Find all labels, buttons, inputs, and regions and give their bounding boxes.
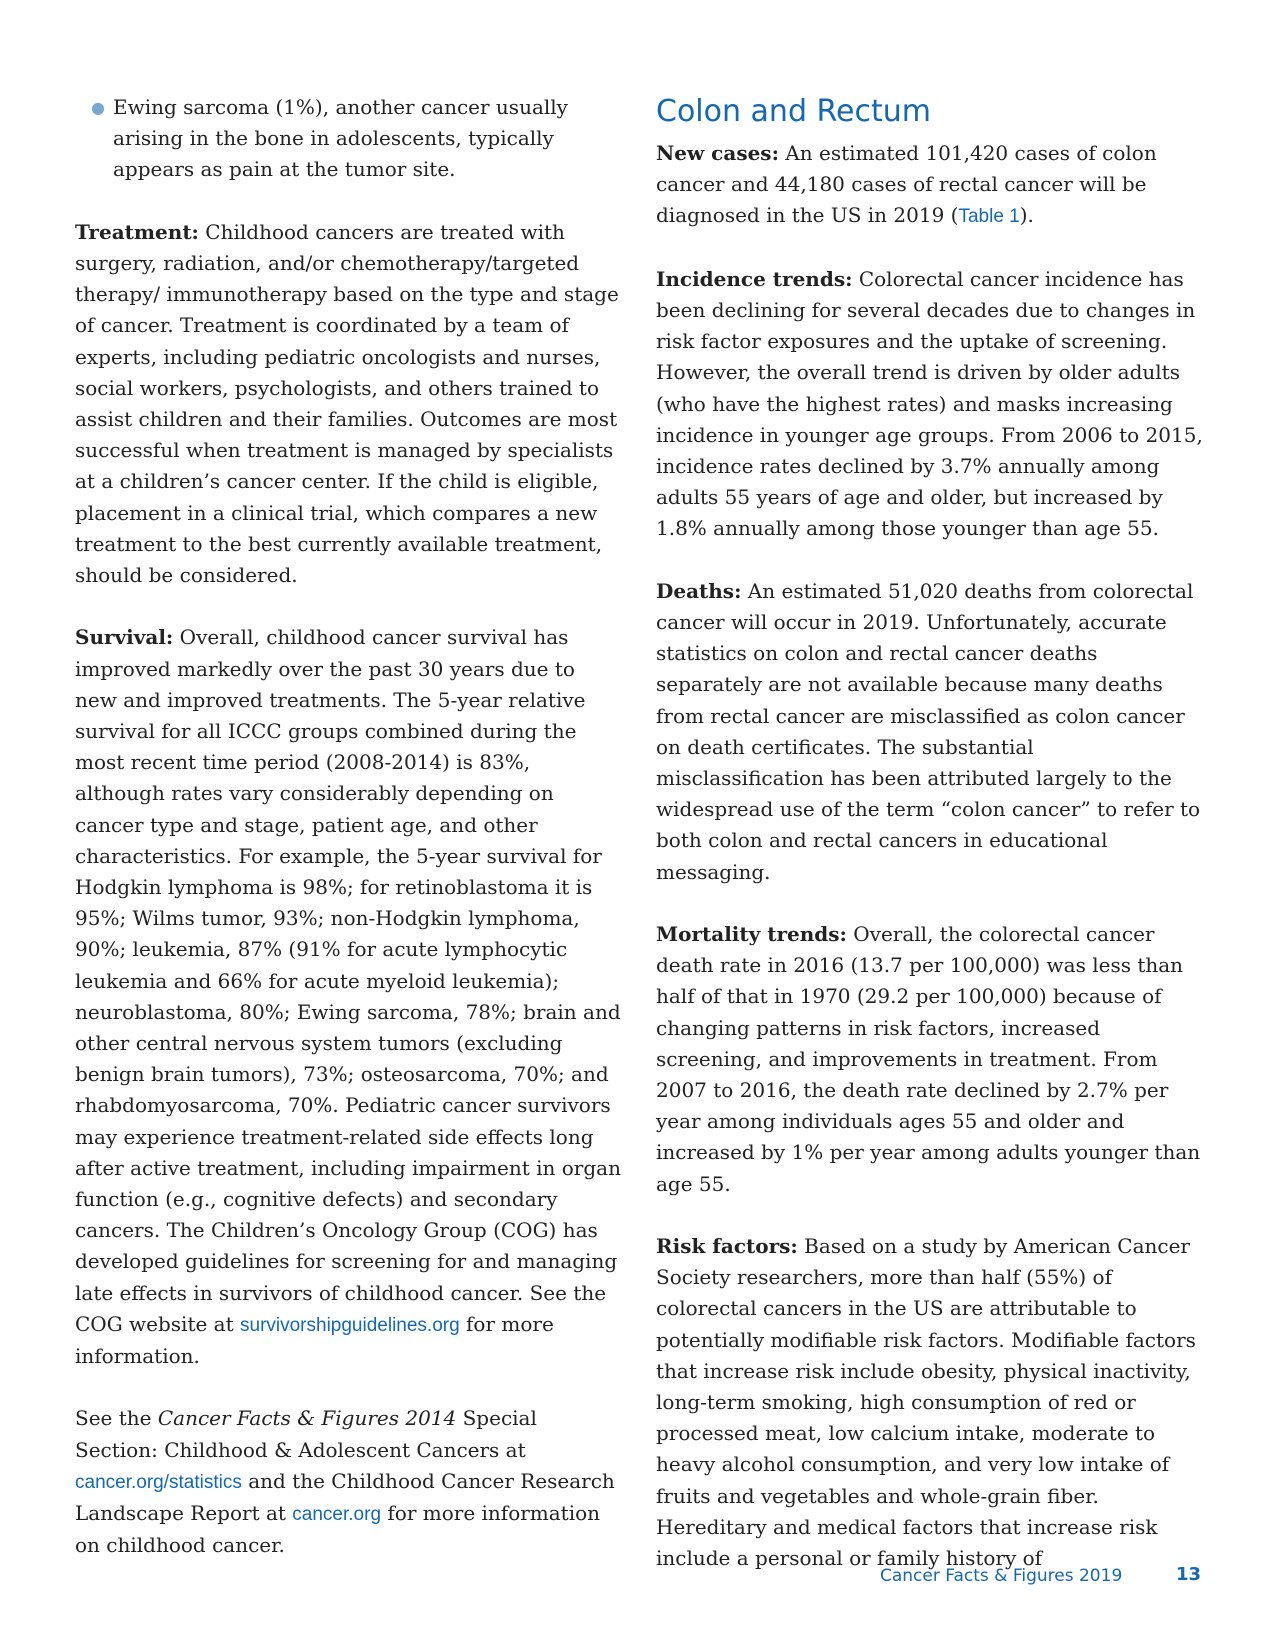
mortality-text: Overall, the colorectal cancer death rate in 2016 (13.7 per 100,000) was less than half of that in 1970 (29.2 per 100,000) because of changing patterns in risk factors, increased screening, and improvements in treatment. From 2007 to 2016, the death rate declined by 2.7% per year among individuals ages 55 and older and increased by 1% per year among adults younger than age 55. (656, 922, 1201, 1196)
page-number: 13 (1176, 1564, 1202, 1585)
incidence-trends-paragraph (656, 264, 1204, 545)
mortality-lead: Mortality trends: (656, 922, 847, 947)
right-column (656, 92, 1204, 1605)
bullet-item-ewing (75, 92, 623, 186)
incidence-text: Colorectal cancer incidence has been declining for several decades due to changes in risk factor exposures and the uptake of screening. However, the overall trend is driven by older adults (who have the highest rates) and masks increasing incidence in younger age groups. From 2006 to 2015, incidence rates declined by 3.7% annually among adults 55 years of age and older, but increased by 1.8% annually among those younger than age 55. (656, 266, 1203, 541)
deaths-paragraph (656, 576, 1204, 888)
new-cases-paragraph (656, 138, 1204, 233)
see-also-tail: for more information on childhood cancer. (75, 1501, 601, 1558)
survival-text: Overall, childhood cancer survival has improved markedly over the past 30 years due to new and improved treatments. The 5-year relative survival for all ICCC groups combined during the most recent time period (2008-2014) is 83%, although rates vary considerably depending on cancer type and stage, patient age, and other characteristics. For example, the 5-year survival for Hodgkin lymphoma is 98%; for retinoblastoma it is 95%; Wilms tumor, 93%; non-Hodgkin lymphoma, 90%; leukemia, 87% (91% for acute lymphocytic leukemia and 66% for acute myeloid leukemia); neuroblastoma, 80%; Ewing sarcoma, 78%; brain and other central nervous system tumors (excluding benign brain tumors), 73%; osteosarcoma, 70%; and rhabdomyosarcoma, 70%. Pediatric cancer survivors may experience treatment-related side effects long after active treatment, including impairment in organ function (e.g., cognitive defects) and secondary cancers. The Children’s Oncology Group (COG) has developed guidelines for screening for and managing late effects in survivors of childhood cancer. See the COG website at (75, 625, 621, 1336)
footer-publication-title: Cancer Facts & Figures 2019 (880, 1566, 1123, 1586)
left-column (75, 92, 623, 1593)
cancer-statistics-link[interactable]: cancer.org/statistics (75, 1471, 242, 1493)
new-cases-tail: ). (1019, 203, 1034, 228)
see-also-pre: See the (75, 1406, 158, 1431)
survivorship-guidelines-link[interactable]: survivorshipguidelines.org (240, 1314, 460, 1336)
mortality-trends-paragraph (656, 919, 1204, 1200)
bullet-text: Ewing sarcoma (1%), another cancer usually arising in the bone in adolescents, typically appears as pain at the tumor site. (113, 95, 568, 182)
table-1-link[interactable]: Table 1 (958, 206, 1020, 228)
deaths-text: An estimated 51,020 deaths from colorectal cancer will occur in 2019. Unfortunately, accurate statistics on colon and rectal cancer deaths separately are not available because many deaths from rectal cancer are misclassified as colon cancer on death certificates. The substantial misclassification has been attributed largely to the widespread use of the term “colon cancer” to refer to both colon and rectal cancers in educational messaging. (656, 578, 1201, 884)
risk-factors-paragraph (656, 1231, 1204, 1574)
survival-tail: for more information. (75, 1311, 554, 1369)
see-also-mid1: Special Section: Childhood & Adolescent Cancers at (75, 1406, 537, 1462)
survival-paragraph (75, 622, 623, 1372)
risk-text: Based on a study by American Cancer Society researchers, more than half (55%) of colorectal cancers in the US are attributable to potentially modifiable risk factors. Modifiable factors that increase risk include obesity, physical inactivity, long-term smoking, high consumption of red or processed meat, low calcium intake, moderate to heavy alcohol consumption, and very low intake of fruits and vegetables and whole-grain fiber. Hereditary and medical factors that increase risk include a personal or family history of (656, 1234, 1196, 1571)
incidence-lead: Incidence trends: (656, 266, 853, 291)
section-heading: Colon and Rectum (656, 94, 931, 129)
bullet-dot-icon: ● (91, 98, 105, 117)
see-also-paragraph (75, 1403, 623, 1561)
cancer-org-link[interactable]: cancer.org (292, 1504, 382, 1526)
risk-lead: Risk factors: (656, 1234, 798, 1259)
treatment-lead: Treatment: (75, 219, 199, 244)
deaths-lead: Deaths: (656, 578, 742, 603)
see-also-mid2: and the Childhood Cancer Research Landscape Report at (75, 1468, 615, 1526)
see-also-publication-title: Cancer Facts & Figures 2014 (157, 1406, 457, 1431)
new-cases-lead: New cases: (656, 141, 779, 165)
new-cases-text: An estimated 101,420 cases of colon cancer and 44,180 cases of rectal cancer will be diagnosed in the US in 2019 ( (656, 141, 1157, 228)
treatment-paragraph (75, 217, 623, 591)
survival-lead: Survival: (75, 625, 174, 650)
treatment-text: Childhood cancers are treated with surgery, radiation, and/or chemotherapy/targeted therapy/ immunotherapy based on the type and stage of cancer. Treatment is coordinated by a team of experts, including pediatric oncologists and nurses, social workers, psychologists, and others trained to assist children and their families. Outcomes are most successful when treatment is managed by specialists at a children’s cancer center. If the child is eligible, placement in a clinical trial, which compares a new treatment to the best currently available treatment, should be considered. (75, 219, 619, 588)
